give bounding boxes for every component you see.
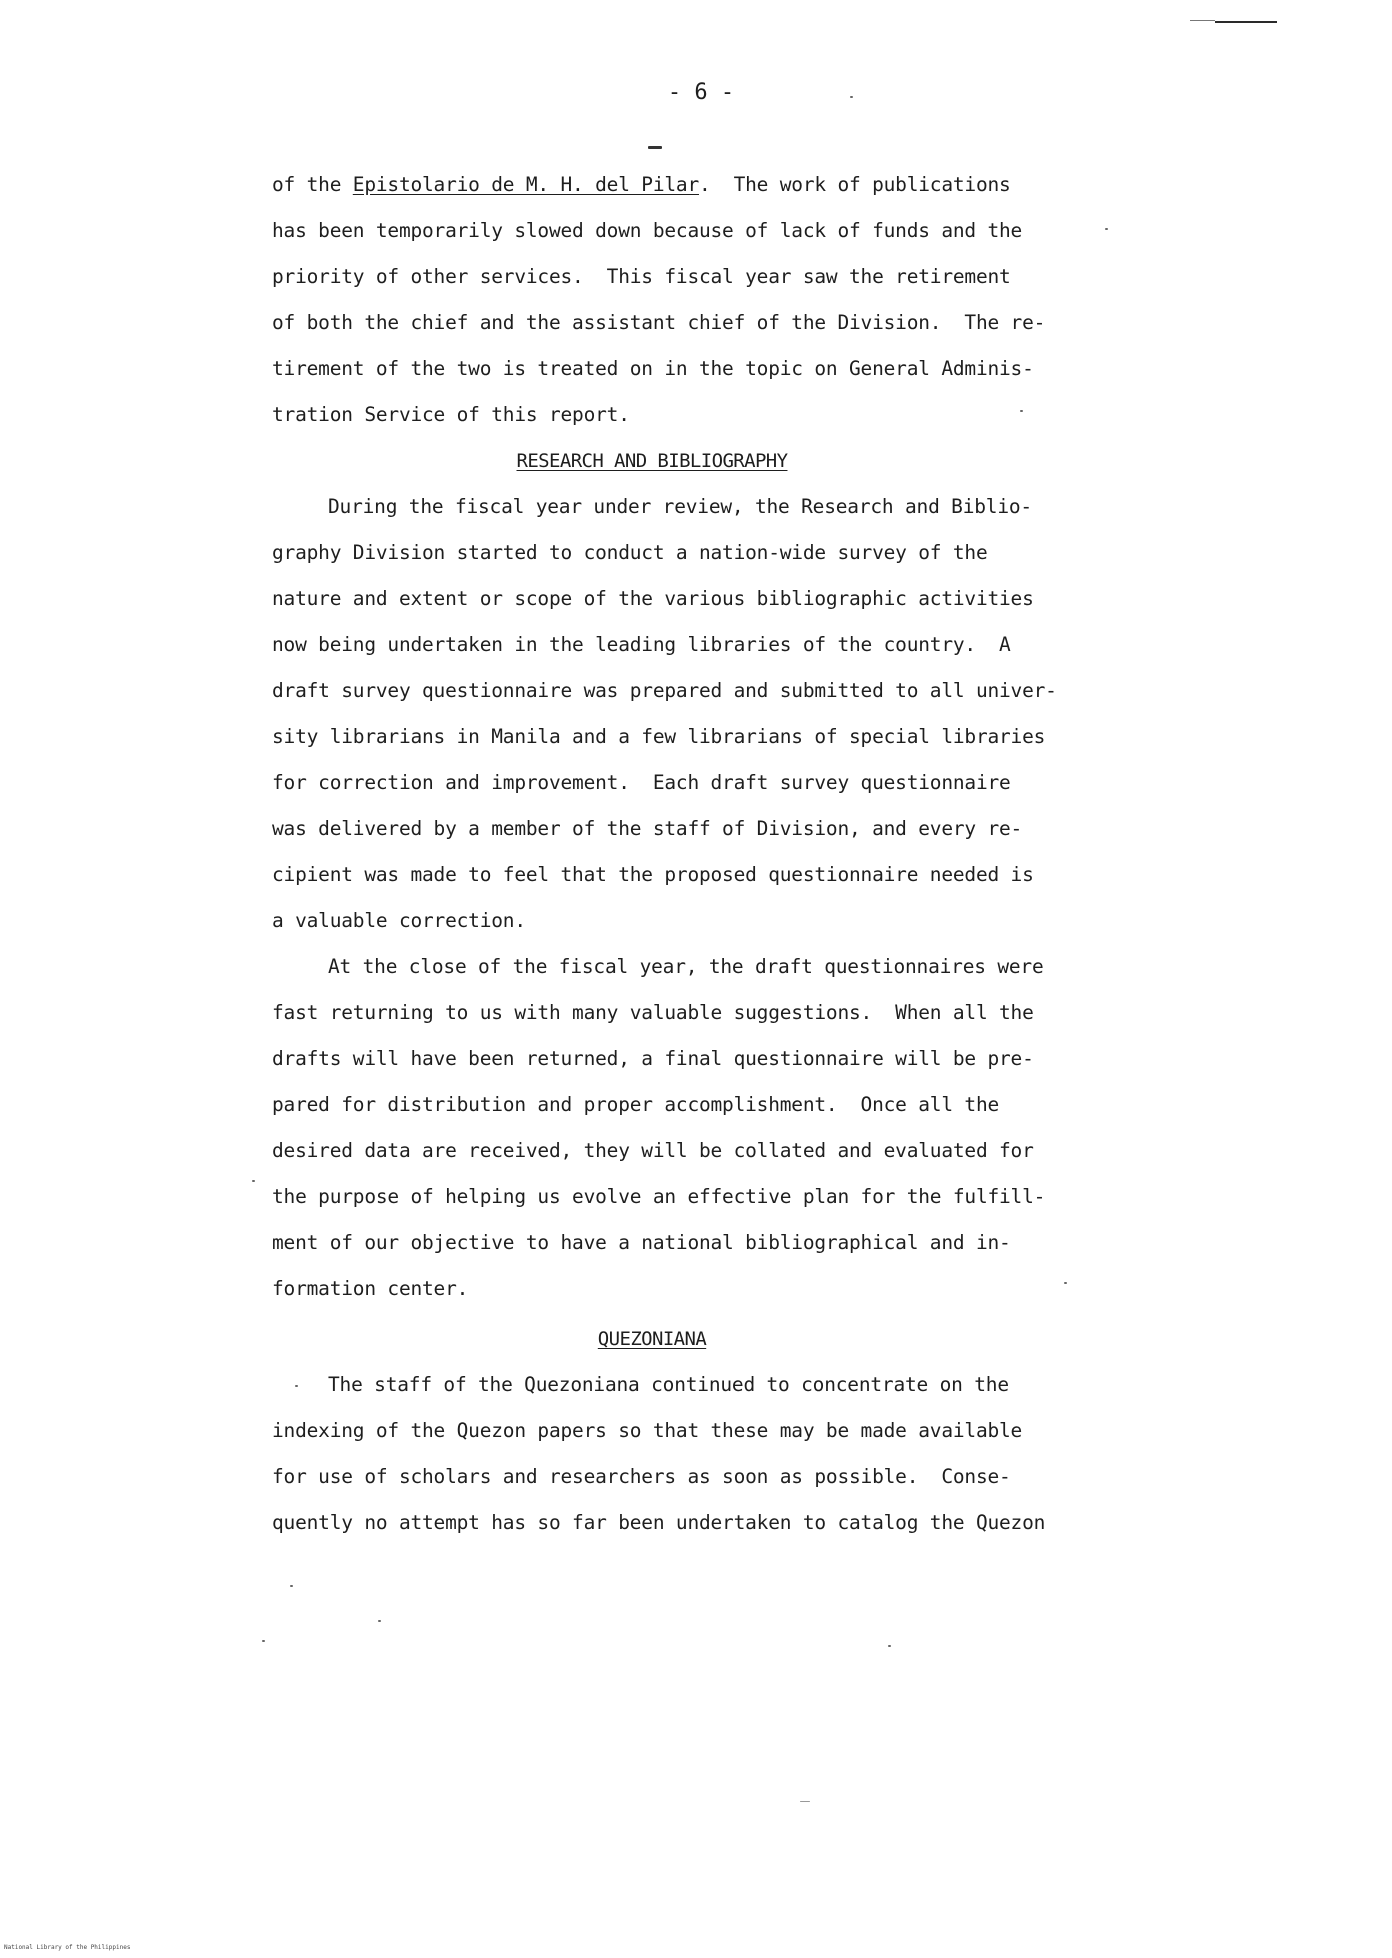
text-line: graphy Division started to conduct a nation-wide survey of the xyxy=(272,541,988,564)
text-line: now being undertaken in the leading libraries of the country. A xyxy=(272,633,1011,656)
text-line: pared for distribution and proper accomplishment. Once all the xyxy=(272,1093,1000,1116)
text-line: ment of our objective to have a national bibliographical and in- xyxy=(272,1231,1011,1254)
text-line: the purpose of helping us evolve an effective plan for the fulfill- xyxy=(272,1185,1046,1208)
paragraph-quezoniana xyxy=(272,1362,1046,1546)
text-line-start: of the xyxy=(272,173,353,196)
text-line: cipient was made to feel that the proposed questionnaire needed is xyxy=(272,863,1034,886)
book-title: Epistolario de M. H. del Pilar xyxy=(352,173,699,196)
scan-speck xyxy=(290,1585,293,1587)
section-heading-research xyxy=(272,438,1032,484)
scan-speck xyxy=(648,146,662,149)
scan-speck xyxy=(1105,228,1108,230)
section-heading-quezoniana xyxy=(272,1316,1032,1362)
scan-speck xyxy=(252,1180,255,1182)
text-line: was delivered by a member of the staff of Division, and every re- xyxy=(272,817,1023,840)
page-number: - 6 - xyxy=(667,80,735,105)
text-line: has been temporarily slowed down because of lack of funds and the xyxy=(272,219,1023,242)
text-line: fast returning to us with many valuable suggestions. When all the xyxy=(272,1001,1034,1024)
scan-speck xyxy=(800,1801,810,1802)
scan-speck xyxy=(850,96,853,98)
text-line: nature and extent or scope of the various bibliographic activities xyxy=(272,587,1034,610)
text-line: tirement of the two is treated on in the topic on General Adminis- xyxy=(272,357,1034,380)
text-line: indexing of the Quezon papers so that these may be made available xyxy=(272,1419,1023,1442)
text-line: a valuable correction. xyxy=(272,909,526,932)
text-line: for use of scholars and researchers as soon as possible. Conse- xyxy=(272,1465,1011,1488)
scan-edge-rule xyxy=(1215,21,1277,23)
scan-speck xyxy=(262,1640,265,1642)
text-line: sity librarians in Manila and a few librarians of special libraries xyxy=(272,725,1046,748)
text-line: for correction and improvement. Each draft survey questionnaire xyxy=(272,771,1011,794)
scan-edge-mark xyxy=(1190,20,1215,21)
text-line: quently no attempt has so far been undertaken to catalog the Quezon xyxy=(272,1511,1046,1534)
scan-speck xyxy=(888,1645,891,1647)
text-line-end: . The work of publications xyxy=(698,173,1011,196)
text-line: drafts will have been returned, a final questionnaire will be pre- xyxy=(272,1047,1034,1070)
text-line xyxy=(272,162,1032,208)
heading-text: RESEARCH AND BIBLIOGRAPHY xyxy=(516,450,788,472)
scan-speck xyxy=(1020,410,1023,412)
scan-footer: National Library of the Philippines xyxy=(4,1944,131,1951)
text-line: The staff of the Quezoniana continued to concentrate on the xyxy=(328,1373,1009,1396)
scan-speck xyxy=(295,1385,298,1387)
text-line: priority of other services. This fiscal year saw the retirement xyxy=(272,265,1011,288)
text-line: During the fiscal year under review, the Research and Biblio- xyxy=(328,495,1032,518)
text-line: of both the chief and the assistant chief of the Division. The re- xyxy=(272,311,1046,334)
paragraph-publications xyxy=(272,162,1046,438)
heading-text: QUEZONIANA xyxy=(597,1328,707,1350)
scan-speck xyxy=(378,1620,381,1622)
scan-speck xyxy=(1064,1282,1067,1284)
text-line: draft survey questionnaire was prepared and submitted to all univer- xyxy=(272,679,1057,702)
text-line: desired data are received, they will be collated and evaluated for xyxy=(272,1139,1034,1162)
paragraph-research xyxy=(272,484,1057,944)
paragraph-questionnaires xyxy=(272,944,1046,1312)
text-line: tration Service of this report. xyxy=(272,403,630,426)
text-line: At the close of the fiscal year, the draft questionnaires were xyxy=(328,955,1044,978)
text-line: formation center. xyxy=(272,1277,469,1300)
